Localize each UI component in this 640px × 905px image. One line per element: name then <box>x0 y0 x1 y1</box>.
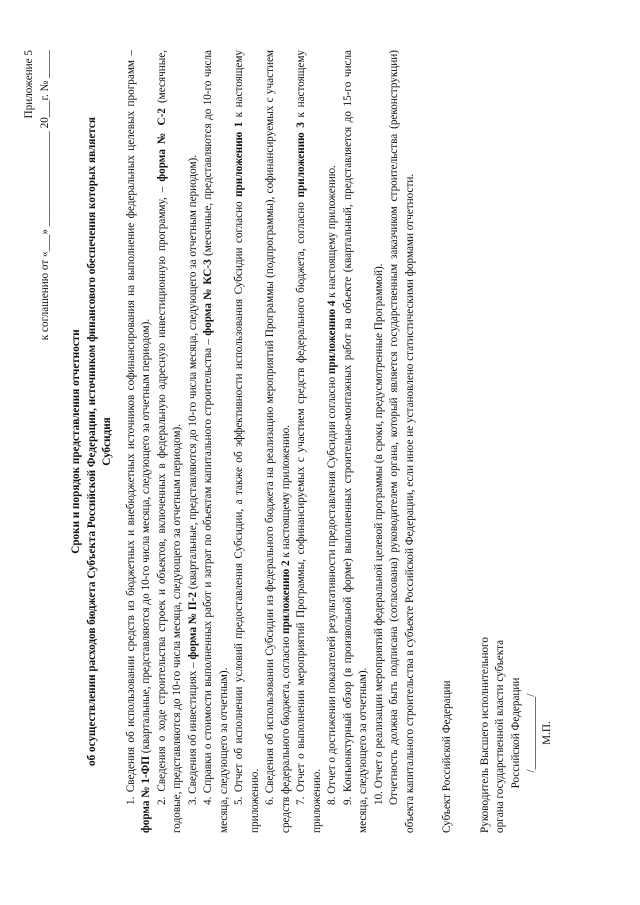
document-title-line2: об осуществлении расходов бюджета Субъекта Российской Федерации, источником финансового обеспечения которых является <box>85 117 98 766</box>
seal-placeholder: М.П. <box>540 721 553 745</box>
report-item-6: 6. Сведения об использовании Субсидии из федерального бюджета на реализацию мероприятий Программы (подпрограммы), софинансируемых с участием средств федерального бюджета, согласно приложению 2 к настоящему приложению. <box>264 50 292 833</box>
signatory-title-line2: органа государственной власти субъекта <box>494 639 506 833</box>
report-item-1: 1. Сведения об использовании средств из бюджетных и внебюджетных источников софинансирования на выполнение федеральных целевых программ – форма № 1-ФП (квартальные, представляются до 10-го числа месяца, следующего за отчетным периодом). <box>124 50 152 833</box>
agreement-reference: к соглашению от «___» _________________ 20___г. № _____ <box>38 50 51 341</box>
report-item-7: 7. Отчет о выполнении мероприятий Программы, софинансируемых с участием средств федерального бюджета, согласно приложению 3 к настоящему приложению. <box>295 49 323 833</box>
signatory-title-line3: Российской Федерации <box>509 677 522 789</box>
report-item-8: 8. Отчет о достижении показателей результативности предоставления Субсидии согласно приложению 4 к настоящему приложению. <box>326 165 338 805</box>
report-items-list <box>124 50 419 833</box>
signature-block <box>440 50 555 833</box>
report-item-4: 4. Справки о стоимости выполненных работ и затрат по объектам капитального строительства – форма № КС-3 (месячные, представляются до 10-го числа месяца, следующего за отчетным). <box>202 50 230 833</box>
report-item-3: 3. Сведения об инвестициях – форма № П-2 (квартальные, представляются до 10-го числа месяца, следующего за отчетным периодом). <box>186 154 199 805</box>
annex-number: Приложение 5 <box>23 50 35 119</box>
document-title: Сроки и порядок представления отчетности <box>70 329 82 554</box>
signature-line: /_____________/ <box>525 693 537 773</box>
report-item-10: 10. Отчет о реализации мероприятий федеральной целевой программы (в сроки, предусмотренные Программой). <box>372 263 385 805</box>
signing-requirement: Отчетность должна быть подписана (согласована) руководителем органа, который является государственным заказчиком строительства (реконструкции) объекта капитального строительства в субъекте Российской Федерации, если иное не установлено статистическими формами отчетности. <box>388 50 416 833</box>
report-item-2: 2. Сведения о ходе строительства строек и объектов, включенных в федеральную адресную инвестиционную программу, – форма № С-2 (месячные, годовые, представляются до 10-го числа месяца, следующего за отчетным периодом). <box>155 50 183 833</box>
report-item-9: 9. Конъюнктурный обзор (в произвольной форме) выполненных строительно-монтажных работ на объекте (квартальный, представляется до 15-го числа месяца, следующего за отчетным). <box>341 50 369 833</box>
signatory-title-line1: Руководитель Высшего исполнительного <box>478 637 491 833</box>
signature-subject: Субъект Российской Федерации <box>441 680 453 833</box>
document-title-line3: Субсидия <box>101 417 113 466</box>
report-item-5: 5. Отчет об исполнении условий предоставления Субсидии, а также об эффективности использования Субсидии согласно приложению 1 к настоящему приложению. <box>233 49 261 833</box>
